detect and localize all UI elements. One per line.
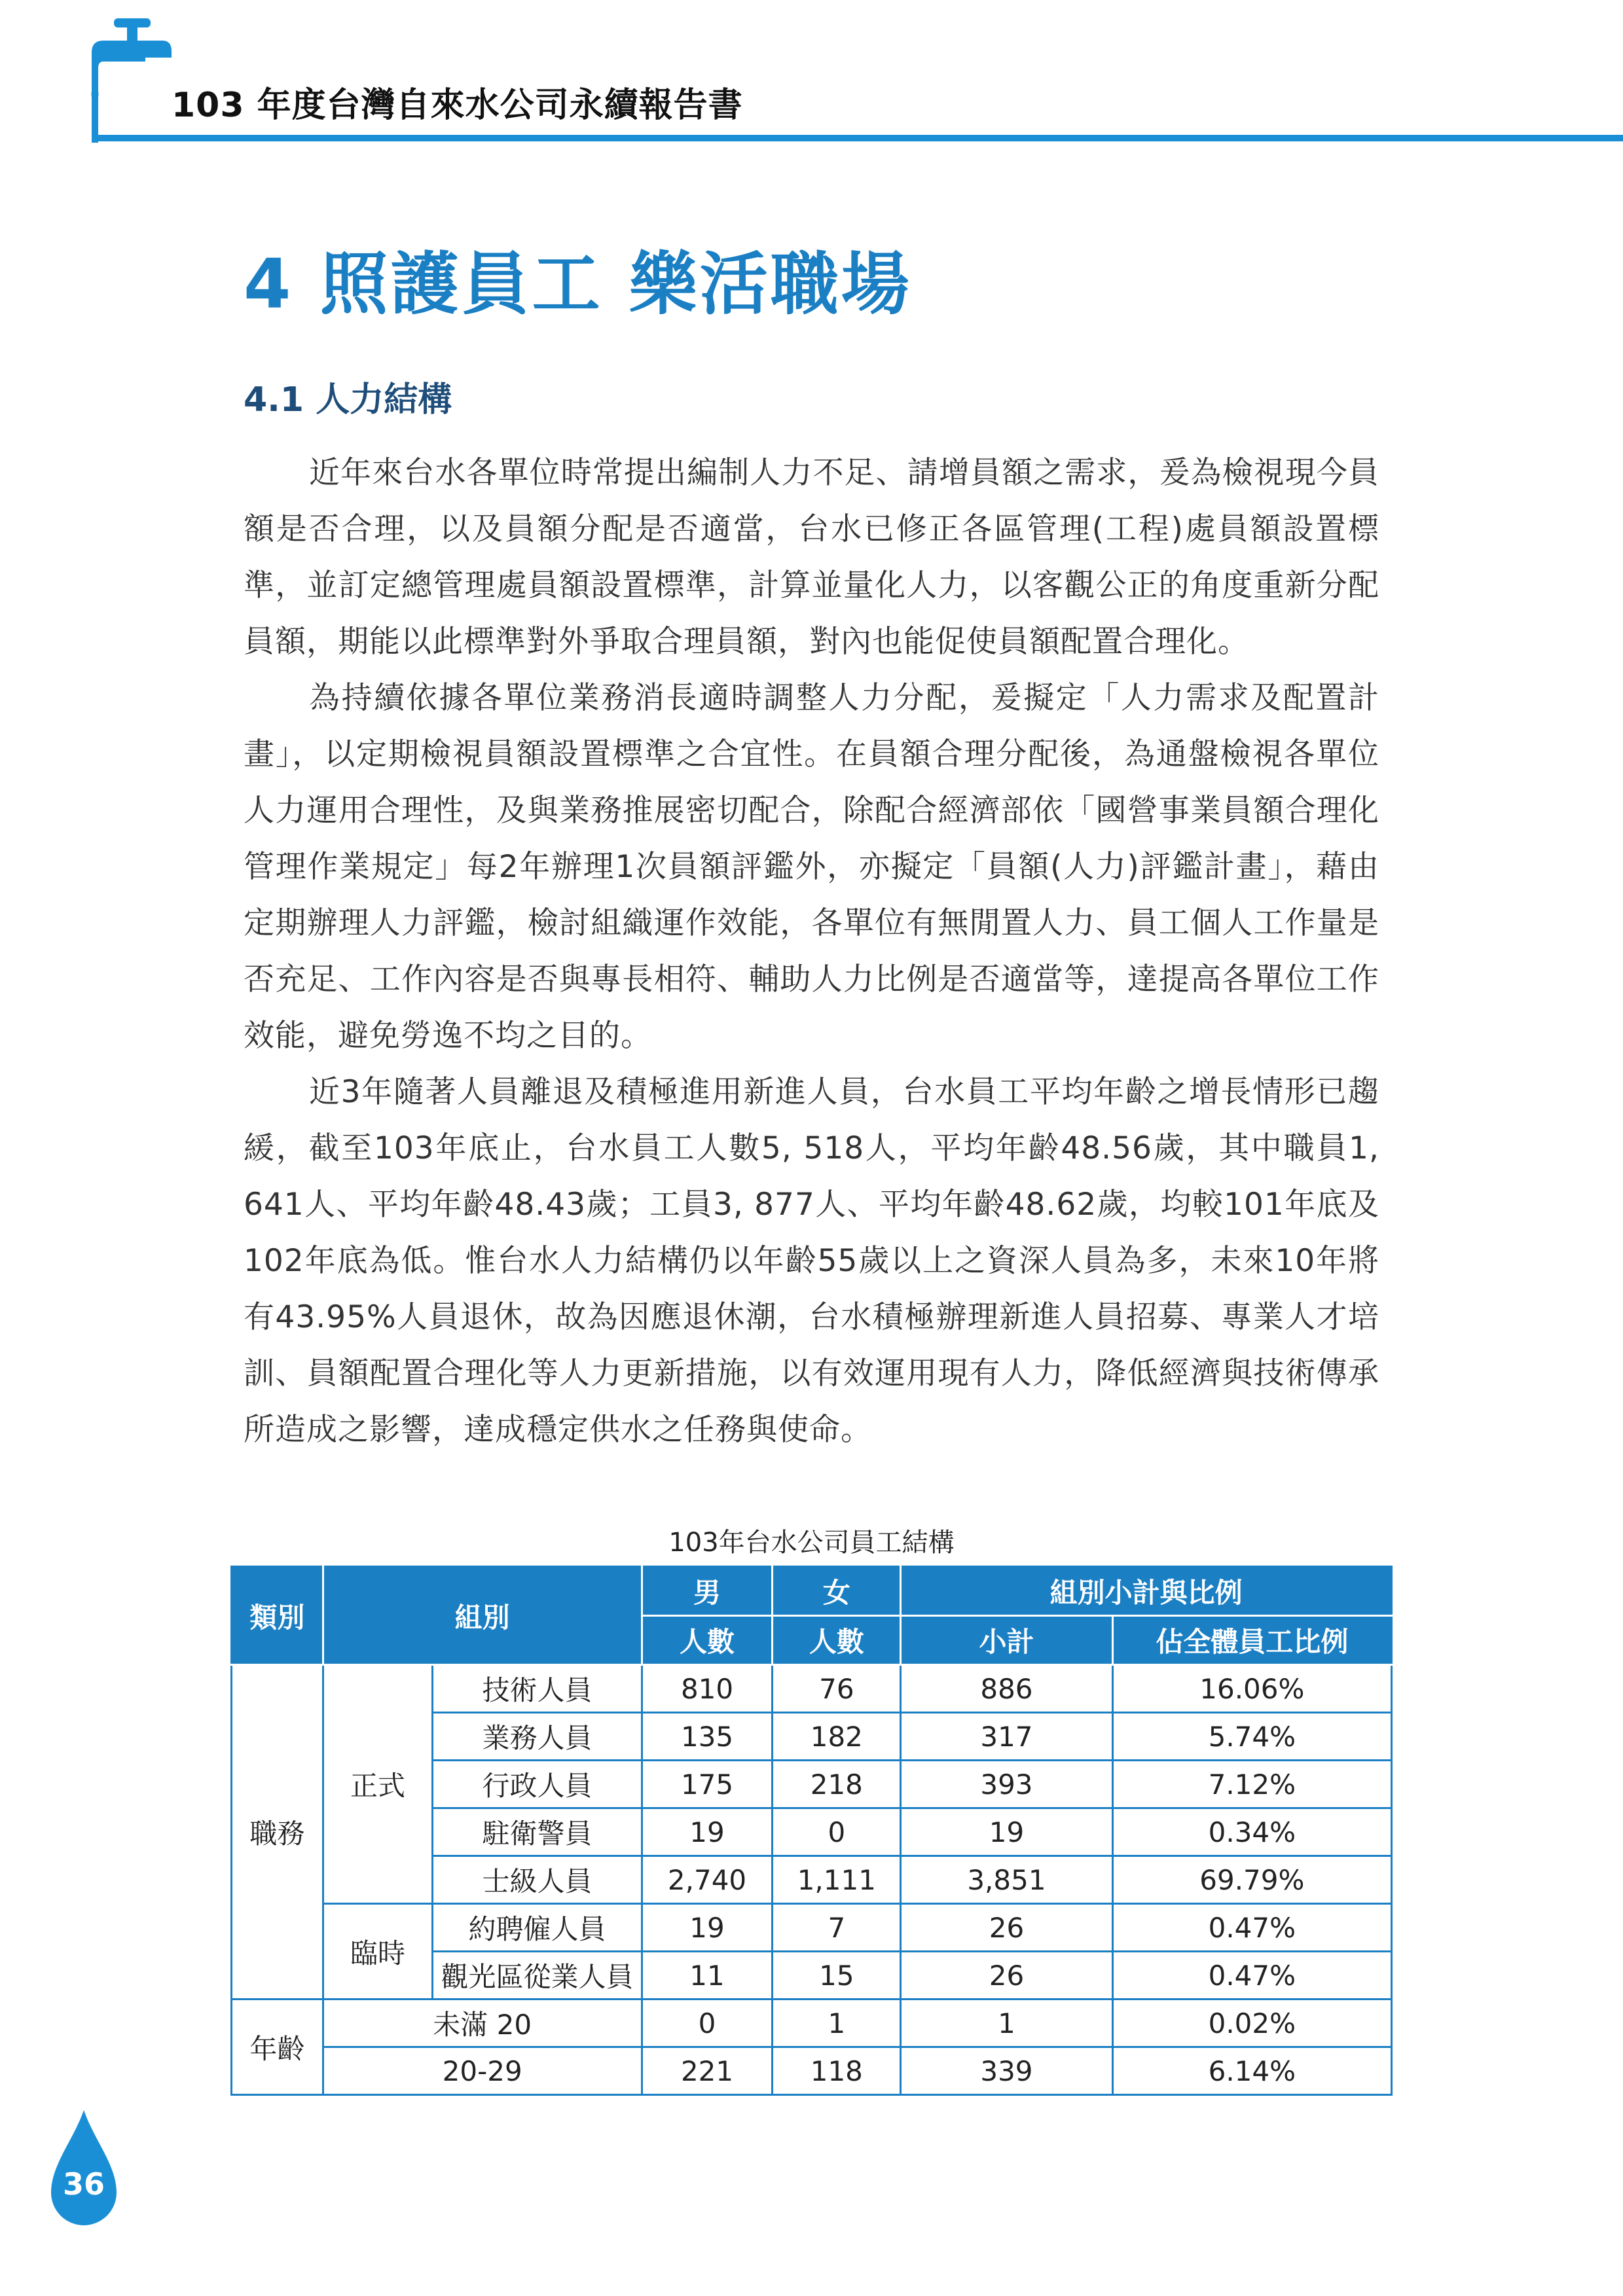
row-label: 業務人員 [433,1713,642,1761]
paragraph: 近3年隨著人員離退及積極進用新進人員，台水員工平均年齡之增長情形已趨緩，截至103年底止，台水員工人數5, 518人，平均年齡48.56歲，其中職員1, 641人、平均年齡48.43歲；工員3, 877人、平均年齡48.62歲，均較101年底及102年底為低。惟台水人力結構仍以年齡55歲以上之資深人員為多，未來10年將有43.95%人員退休，故為因應退休潮，台水積極辦理新進人員招募、專業人才培訓、員額配置合理化等人力更新措施，以有效運用現有人力，降低經濟與技術傳承所造成之影響，達成穩定供水之任務與使命。 [244,1074,1379,1448]
male-cell: 135 [642,1713,773,1761]
ratio-cell: 0.47% [1112,1904,1391,1952]
header-group: 組別 [323,1567,642,1665]
table-row [232,2047,1392,2095]
row-label: 駐衛警員 [433,1808,642,1856]
header-female: 女 [773,1567,901,1616]
paragraph: 近年來台水各單位時常提出編制人力不足、請增員額之需求，爰為檢視現今員額是否合理，以及員額分配是否適當，台水已修正各區管理(工程)處員額設置標準，並訂定總管理處員額設置標準，計算並量化人力，以客觀公正的角度重新分配員額，期能以此標準對外爭取合理員額，對內也能促使員額配置合理化。 [244,455,1379,660]
row-label: 未滿 20 [323,2000,642,2047]
staff-structure-table [230,1566,1393,2096]
ratio-cell: 16.06% [1112,1665,1391,1713]
male-cell: 0 [642,2000,773,2047]
group-cell: 臨時 [323,1904,433,2000]
male-cell: 175 [642,1761,773,1808]
subtotal-cell: 19 [901,1808,1112,1856]
table-row [232,1665,1392,1713]
section-title: 4.1 人力結構 [244,380,452,420]
female-cell: 1,111 [773,1856,901,1904]
male-cell: 19 [642,1904,773,1952]
female-cell: 218 [773,1761,901,1808]
header-subtotal: 小計 [901,1616,1112,1665]
row-label: 技術人員 [433,1665,642,1713]
category-cell: 職務 [232,1665,323,2000]
subtotal-cell: 26 [901,1952,1112,2000]
header-male: 男 [642,1567,773,1616]
header-subtotal-group: 組別小計與比例 [901,1567,1392,1616]
male-cell: 2,740 [642,1856,773,1904]
table-row [232,1904,1392,1952]
ratio-cell: 0.34% [1112,1808,1391,1856]
row-label: 20-29 [323,2047,642,2095]
header-ratio: 佔全體員工比例 [1112,1616,1391,1665]
ratio-cell: 5.74% [1112,1713,1391,1761]
chapter-title: 4 照護員工 樂活職場 [244,244,912,324]
ratio-cell: 6.14% [1112,2047,1391,2095]
subtotal-cell: 1 [901,2000,1112,2047]
male-cell: 19 [642,1808,773,1856]
male-cell: 810 [642,1665,773,1713]
ratio-cell: 69.79% [1112,1856,1391,1904]
row-label: 行政人員 [433,1761,642,1808]
ratio-cell: 7.12% [1112,1761,1391,1808]
row-label: 約聘僱人員 [433,1904,642,1952]
header-rule [92,135,1623,141]
group-cell: 正式 [323,1665,433,1904]
report-title: 103 年度台灣自來水公司永續報告書 [172,86,743,125]
female-cell: 0 [773,1808,901,1856]
female-cell: 7 [773,1904,901,1952]
male-cell: 221 [642,2047,773,2095]
table-caption: 103年台水公司員工結構 [668,1528,955,1558]
subtotal-cell: 26 [901,1904,1112,1952]
subtotal-cell: 393 [901,1761,1112,1808]
header-female-count: 人數 [773,1616,901,1665]
header-male-count: 人數 [642,1616,773,1665]
subtotal-cell: 3,851 [901,1856,1112,1904]
header-category: 類別 [232,1567,323,1665]
row-label: 士級人員 [433,1856,642,1904]
header-rule-vertical [92,79,98,143]
subtotal-cell: 886 [901,1665,1112,1713]
ratio-cell: 0.47% [1112,1952,1391,2000]
female-cell: 118 [773,2047,901,2095]
subtotal-cell: 317 [901,1713,1112,1761]
category-cell: 年齡 [232,2000,323,2095]
paragraph: 為持續依據各單位業務消長適時調整人力分配，爰擬定「人力需求及配置計畫」，以定期檢視員額設置標準之合宜性。在員額合理分配後，為通盤檢視各單位人力運用合理性，及與業務推展密切配合，除配合經濟部依「國營事業員額合理化管理作業規定」每2年辦理1次員額評鑑外，亦擬定「員額(人力)評鑑計畫」，藉由定期辦理人力評鑑，檢討組織運作效能，各單位有無閒置人力、員工個人工作量是否充足、工作內容是否與專長相符、輔助人力比例是否適當等，達提高各單位工作效能，避免勞逸不均之目的。 [244,680,1379,1054]
female-cell: 76 [773,1665,901,1713]
female-cell: 15 [773,1952,901,2000]
row-label: 觀光區從業人員 [433,1952,642,2000]
male-cell: 11 [642,1952,773,2000]
table-row [232,2000,1392,2047]
subtotal-cell: 339 [901,2047,1112,2095]
body-text [244,445,1379,1458]
page-number: 36 [62,2166,105,2202]
female-cell: 182 [773,1713,901,1761]
female-cell: 1 [773,2000,901,2047]
ratio-cell: 0.02% [1112,2000,1391,2047]
